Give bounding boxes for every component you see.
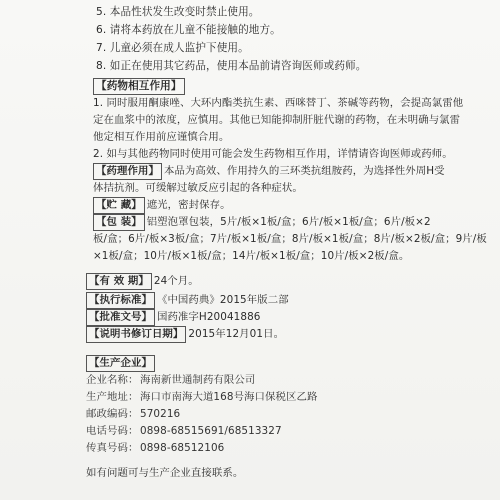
approval-text: 国药准字H20041886 xyxy=(156,311,261,323)
approval-label: 【批准文号】 xyxy=(86,309,155,326)
precaution-item-5: 5. 本品性状发生改变时禁止使用。 xyxy=(96,6,260,18)
precaution-item-8: 8. 如正在使用其它药品，使用本品前请咨询医师或药师。 xyxy=(96,60,367,72)
approval-row xyxy=(86,309,482,326)
pharmacology-text-line-1: 本品为高效、作用持久的三环类抗组胺药，为选择性外周H受 xyxy=(163,165,445,177)
standard-label: 【执行标准】 xyxy=(86,292,155,309)
pharmacology-text-line-2: 体拮抗剂。可缓解过敏反应引起的各种症状。 xyxy=(93,182,303,194)
revision-label: 【说明书修订日期】 xyxy=(86,326,186,343)
package-row xyxy=(86,214,482,231)
phone-row xyxy=(86,423,482,440)
drug-interaction-heading: 【药物相互作用】 xyxy=(93,78,185,95)
fax-label: 传真号码： xyxy=(86,442,139,454)
storage-label: 【贮 藏】 xyxy=(93,197,145,214)
company-label: 企业名称： xyxy=(86,374,139,386)
drug-interaction-heading-row xyxy=(86,77,482,95)
validity-label: 【有 效 期】 xyxy=(86,273,152,290)
pharmacology-label: 【药理作用】 xyxy=(93,163,162,180)
fax-row xyxy=(86,440,482,457)
revision-text: 2015年12月01日。 xyxy=(188,328,285,340)
producer-heading-row xyxy=(86,355,482,372)
package-line-2: 板/盒；6片/板×3板/盒；7片/板×1板/盒；8片/板×1板/盒；8片/板×2板/盒；9片/板 xyxy=(93,233,487,245)
fax-text: 0898-68512106 xyxy=(140,442,225,454)
company-name: 海南新世通制药有限公司 xyxy=(140,374,256,386)
postcode-row xyxy=(86,406,482,423)
drug-interaction-line-4: 2. 如与其他药物同时使用可能会发生药物相互作用，详情请咨询医师或药师。 xyxy=(93,148,453,160)
storage-row xyxy=(86,197,482,214)
drug-interaction-line-2: 定在血浆中的浓度，应慎用。其他已知能抑制肝脏代谢的药物，在未明确与氯雷 xyxy=(93,114,461,126)
package-line-3: ×1板/盒；10片/板×1板/盒；14片/板×1板/盒；10片/板×2板/盒。 xyxy=(93,250,410,262)
package-line-1: 铝塑泡罩包装，5片/板×1板/盒；6片/板×1板/盒；6片/板×2 xyxy=(146,216,431,228)
precaution-item-7: 7. 儿童必须在成人监护下使用。 xyxy=(96,42,249,54)
address-row xyxy=(86,389,482,406)
company-row xyxy=(86,372,482,389)
standard-row xyxy=(86,292,482,309)
validity-text: 24个月。 xyxy=(153,275,199,287)
pharmacology-row xyxy=(86,163,482,180)
producer-label: 【生产企业】 xyxy=(86,355,155,372)
phone-text: 0898-68515691/68513327 xyxy=(140,425,282,437)
drug-interaction-line-1: 1. 同时服用酮康唑、大环内酯类抗生素、西咪替丁、茶碱等药物，会提高氯雷他 xyxy=(93,97,464,109)
phone-label: 电话号码： xyxy=(86,425,139,437)
address-text: 海口市南海大道168号海口保税区乙路 xyxy=(140,391,318,403)
postcode-label: 邮政编码： xyxy=(86,408,139,420)
revision-row xyxy=(86,326,482,343)
standard-text: 《中国药典》2015年版二部 xyxy=(156,294,289,306)
footer-note: 如有问题可与生产企业直接联系。 xyxy=(86,467,244,479)
storage-text: 遮光，密封保存。 xyxy=(146,199,231,211)
drug-interaction-line-3: 他定相互作用前应谨慎合用。 xyxy=(93,131,230,143)
precaution-item-6: 6. 请将本药放在儿童不能接触的地方。 xyxy=(96,24,281,36)
validity-row xyxy=(86,273,482,290)
address-label: 生产地址： xyxy=(86,391,139,403)
postcode-text: 570216 xyxy=(140,408,181,420)
package-label: 【包 装】 xyxy=(93,214,145,231)
